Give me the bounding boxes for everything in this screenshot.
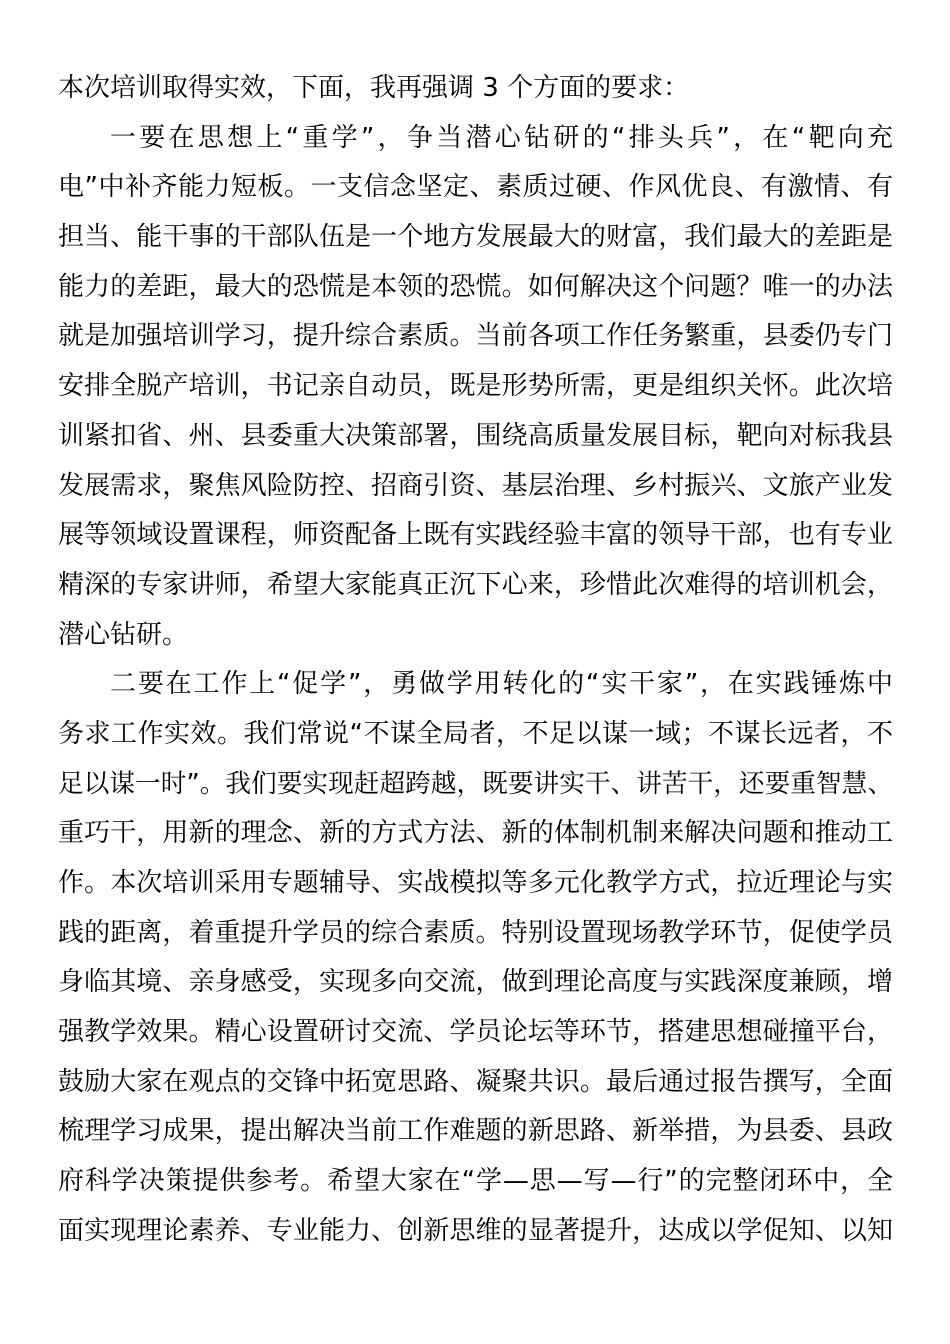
text-line: 展等领域设置课程，师资配备上既有实践经验丰富的领导干部，也有专业: [58, 520, 893, 551]
text-line: 面实现理论素养、专业能力、创新思维的显著提升，达成以学促知、以知: [58, 1215, 893, 1246]
text-line: 担当、能干事的干部队伍是一个地方发展最大的财富，我们最大的差距是: [58, 222, 893, 253]
text-line: 本次培训取得实效，下面，我再强调 3 个方面的要求：: [58, 73, 690, 103]
text-line: 潜心钻研。: [58, 619, 189, 650]
text-line: 能力的差距，最大的恐慌是本领的恐慌。如何解决这个问题？唯一的办法: [58, 271, 893, 302]
text-line: 府科学决策提供参考。希望大家在“学—思—写—行”的完整闭环中，全: [58, 1166, 893, 1197]
text-line: 二要在工作上“促学”，勇做学用转化的“实干家”，在实践锤炼中: [110, 669, 893, 700]
text-line: 一要在思想上“重学”，争当潜心钻研的“排头兵”，在“靶向充: [110, 122, 893, 153]
text-line: 精深的专家讲师，希望大家能真正沉下心来，珍惜此次难得的培训机会，: [58, 569, 893, 600]
text-line: 安排全脱产培训，书记亲自动员，既是形势所需，更是组织关怀。此次培: [58, 371, 893, 402]
text-line: 发展需求，聚焦风险防控、招商引资、基层治理、乡村振兴、文旅产业发: [58, 470, 893, 501]
text-line: 就是加强培训学习，提升综合素质。当前各项工作任务繁重，县委仍专门: [58, 321, 893, 352]
text-line: 训紧扣省、州、县委重大决策部署，围绕高质量发展目标，靶向对标我县: [58, 420, 893, 451]
document-body: [58, 64, 893, 1257]
text-line: 身临其境、亲身感受，实现多向交流，做到理论高度与实践深度兼顾，增: [58, 967, 893, 998]
text-line: 强教学效果。精心设置研讨交流、学员论坛等环节，搭建思想碰撞平台，: [58, 1017, 893, 1048]
paragraph-point-2: [58, 660, 893, 1256]
text-line: 重巧干，用新的理念、新的方式方法、新的体制机制来解决问题和推动工: [58, 818, 893, 849]
text-line: 践的距离，着重提升学员的综合素质。特别设置现场教学环节，促使学员: [58, 917, 893, 948]
text-line: 足以谋一时”。我们要实现赶超跨越，既要讲实干、讲苦干，还要重智慧、: [58, 768, 893, 799]
paragraph-intro: [58, 64, 893, 114]
text-line: 梳理学习成果，提出解决当前工作难题的新思路、新举措，为县委、县政: [58, 1116, 893, 1147]
paragraph-point-1: [58, 114, 893, 661]
text-line: 电”中补齐能力短板。一支信念坚定、素质过硬、作风优良、有激情、有: [58, 172, 893, 203]
text-line: 鼓励大家在观点的交锋中拓宽思路、凝聚共识。最后通过报告撰写，全面: [58, 1066, 893, 1097]
text-line: 务求工作实效。我们常说“不谋全局者，不足以谋一域；不谋长远者，不: [58, 718, 893, 749]
text-line: 作。本次培训采用专题辅导、实战模拟等多元化教学方式，拉近理论与实: [58, 868, 893, 898]
